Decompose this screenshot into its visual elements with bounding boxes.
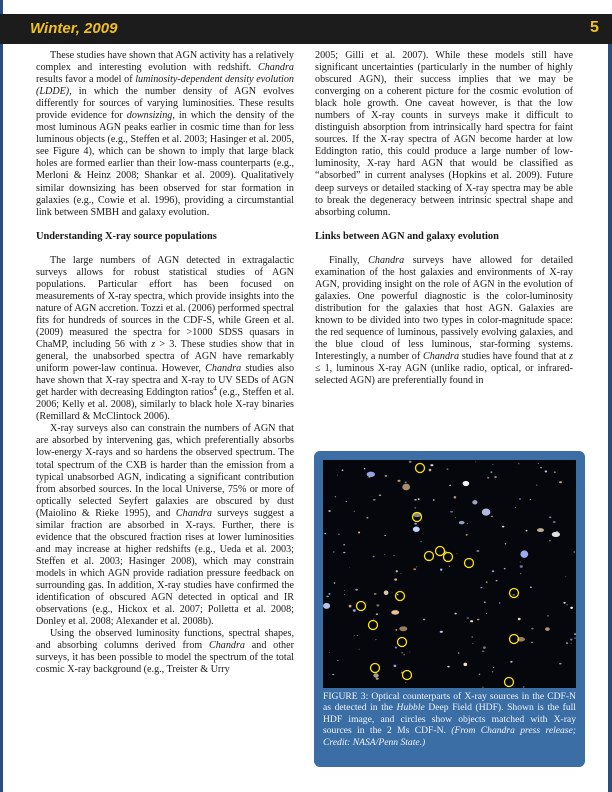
galaxy	[493, 667, 494, 668]
galaxy	[492, 671, 493, 672]
right-page-rail	[608, 44, 612, 792]
galaxy	[545, 627, 550, 631]
galaxy	[359, 649, 360, 650]
galaxy	[574, 552, 575, 553]
galaxy	[513, 594, 515, 596]
galaxy	[335, 496, 336, 497]
galaxy	[413, 568, 416, 570]
galaxy	[504, 568, 506, 570]
galaxy	[401, 573, 402, 574]
galaxy	[491, 516, 493, 517]
right-column	[315, 50, 573, 387]
galaxy	[391, 610, 399, 615]
galaxy	[440, 569, 442, 571]
galaxy	[492, 464, 493, 465]
galaxy	[343, 544, 345, 545]
galaxy	[479, 674, 481, 675]
galaxy	[486, 613, 487, 614]
galaxy	[430, 464, 433, 466]
galaxy	[454, 613, 456, 615]
galaxy	[395, 646, 397, 648]
galaxy	[357, 635, 358, 636]
galaxy	[343, 552, 345, 553]
galaxy	[366, 517, 368, 519]
galaxy	[530, 586, 532, 588]
galaxy	[399, 626, 407, 631]
galaxy	[496, 580, 498, 582]
galaxy	[323, 603, 330, 609]
galaxy	[520, 550, 528, 557]
galaxy	[520, 573, 521, 574]
galaxy	[482, 686, 484, 687]
galaxy	[559, 481, 562, 483]
galaxy	[397, 480, 400, 482]
galaxy	[571, 643, 572, 644]
galaxy	[559, 663, 562, 665]
galaxy	[402, 484, 410, 491]
galaxy	[570, 607, 573, 609]
galaxy	[475, 462, 476, 463]
galaxy	[526, 530, 528, 532]
galaxy	[354, 635, 355, 636]
left-column	[36, 50, 294, 676]
galaxy	[409, 461, 412, 463]
galaxy	[476, 550, 479, 552]
galaxy	[373, 556, 375, 558]
galaxy	[376, 604, 379, 606]
galaxy	[353, 609, 356, 612]
galaxy	[549, 540, 551, 541]
galaxy	[529, 499, 531, 500]
galaxy	[463, 481, 470, 486]
galaxy	[492, 570, 494, 572]
paragraph-absorbed-agn: X-ray surveys also can constrain the numbers of AGN that are absorbed by intervening gas, which preferentially absorbs low-energy X-rays and so hardens the observed spectrum. The total spectrum of the CXB is harder than the emission from a typical unabsorbed AGN, indicating a significant contribution from absorbed sources. In the local Universe, 75% or more of optically selected Seyfert galaxies are obscured by dust (Maiolino & Rieke 1995), and Chandra surveys suggest a similar fraction are absorbed in X-rays. Further, there is evidence that the obscured fraction rises at lower luminosities and may increase at higher redshifts (e.g., Ueda et al. 2003; Steffen et al. 2003; Hasinger 2008), which may constrain models in which AGN provide radiation pressure feedback on surrounding gas. In addition, X-ray studies have confirmed the identification of obscured AGN detected in optical and IR observations (e.g., Hickox et al. 2007; Polletta et al. 2008; Donley et al. 2008; Alexander et al. 2008b).	[36, 423, 294, 628]
paragraph-cxb-model: Using the observed luminosity functions, spectral shapes, and absorbing columns derived from Chandra and other surveys, it has been possible to model the spectrum of the total cosmic X-ray background (e.g., Treister & Urry	[36, 628, 294, 676]
galaxy	[480, 587, 482, 588]
galaxy	[338, 533, 340, 535]
galaxy	[392, 592, 393, 593]
galaxy	[499, 602, 501, 603]
galaxy	[518, 463, 519, 464]
galaxy	[515, 507, 516, 508]
galaxy	[540, 467, 542, 469]
galaxy	[454, 496, 457, 499]
galaxy	[466, 534, 468, 536]
galaxy	[414, 523, 417, 525]
galaxy	[375, 639, 376, 640]
galaxy	[523, 686, 524, 687]
galaxy	[538, 463, 539, 464]
galaxy	[449, 566, 450, 567]
paragraph-cxb-continued: 2005; Gilli et al. 2007). While these models still have significant uncertainties (particularly in the number of highly obscured AGN), their success implies that we may be converging on a coherent picture for the cosmic evolution of black hole growth. One caveat however, is that the low numbers of X-ray counts in surveys make it difficult to distinguish absorption from intrinsically hard spectra for faint sources. If the X-ray spectra of AGN become harder at low Eddington ratio, this could produce a large number of low-luminosity, X-ray hard AGN that would be classified as “absorbed” in current analyses (Hopkins et al. 2009). Future deep surveys or detailed stacking of X-ray spectra may be able to break the degeneracy between intrinsic spectral shape and absorbing column.	[315, 50, 573, 218]
galaxy	[483, 646, 486, 649]
galaxy	[520, 565, 523, 568]
galaxy	[349, 567, 350, 568]
galaxy	[545, 470, 548, 472]
page-number: 5	[590, 19, 599, 36]
galaxy	[566, 642, 568, 644]
galaxy	[332, 674, 334, 675]
galaxy	[477, 619, 480, 621]
galaxy	[405, 481, 407, 483]
galaxy	[547, 615, 549, 617]
galaxy	[379, 494, 382, 496]
galaxy	[490, 472, 492, 473]
galaxy	[367, 472, 375, 477]
galaxy	[554, 471, 556, 473]
galaxy	[429, 469, 432, 472]
galaxy	[423, 619, 425, 621]
galaxy	[553, 521, 556, 523]
galaxy	[458, 652, 460, 653]
galaxy	[344, 594, 345, 595]
galaxy	[531, 642, 533, 643]
galaxy	[482, 650, 485, 652]
galaxy	[531, 628, 534, 630]
galaxy	[393, 555, 394, 556]
galaxy	[463, 663, 467, 667]
galaxy	[440, 631, 443, 633]
galaxy	[329, 652, 330, 653]
galaxy	[334, 582, 336, 583]
galaxy	[472, 643, 473, 644]
galaxy	[467, 523, 468, 524]
issue-date: Winter, 2009	[30, 20, 118, 37]
galaxy	[455, 517, 456, 518]
galaxy	[510, 661, 512, 663]
galaxy	[536, 485, 537, 486]
galaxy	[502, 526, 504, 528]
galaxy	[328, 593, 330, 595]
section-heading-agn-galaxy-links: Links between AGN and galaxy evolution	[315, 230, 499, 242]
galaxy	[486, 582, 488, 583]
galaxy	[401, 652, 403, 653]
galaxy	[552, 532, 560, 537]
galaxy	[565, 576, 566, 577]
galaxy	[358, 532, 360, 534]
galaxy	[416, 566, 417, 567]
galaxy	[459, 521, 465, 525]
galaxy	[520, 562, 521, 563]
galaxy	[505, 543, 507, 544]
galaxy	[414, 499, 417, 501]
galaxy	[487, 477, 489, 479]
paragraph-xray-spectra: The large numbers of AGN detected in extragalactic surveys allows for robust statistical studies of AGN populations. Particular effort has been focused on measurements of X-ray spectra, which provide insights into the nature of AGN accretion. Tozzi et al. (2006) performed spectral fits for hundreds of sources in the CDF-S, while Green et al. (2009) measured the spectra for >1000 SDSS quasars in ChaMP, including 56 with z > 3. These studies show that in general, the unabsorbed spectra of AGN have remarkably uniform power-law continua. However, Chandra studies also have shown that X-ray spectra and X-ray to UV SEDs of AGN get harder with decreasing Eddington ratios$^4$ (e.g., Steffen et al. 2006; Kelly et al. 2008), similarly to black hole X-ray binaries (Remillard & McClintock 2006).	[36, 254, 295, 423]
galaxy	[466, 617, 469, 619]
figure-3-caption: FIGURE 3: Optical counterparts of X-ray sources in the CDF-N as detected in the Hubble Deep Field (HDF). Shown is the full HDF image, and circles show objects matched with X-ray sources in the 2 Ms CDF-N. (From Chandra press release; Credit: NASA/Penn State.)	[323, 691, 576, 748]
galaxy	[385, 475, 387, 477]
galaxy	[518, 618, 521, 620]
galaxy	[384, 535, 386, 536]
galaxy	[549, 516, 551, 518]
galaxy	[376, 613, 378, 615]
galaxy	[494, 476, 497, 478]
galaxy	[374, 593, 377, 595]
galaxy	[354, 511, 355, 512]
galaxy	[396, 570, 398, 572]
galaxy	[328, 510, 331, 512]
galaxy	[457, 553, 458, 554]
galaxy	[414, 507, 416, 508]
galaxy	[326, 596, 329, 598]
galaxy	[368, 476, 370, 478]
galaxy	[324, 533, 326, 535]
galaxy	[447, 468, 449, 470]
hubble-deep-field-image	[323, 460, 576, 688]
galaxy	[537, 528, 544, 532]
galaxy	[418, 498, 420, 500]
galaxy	[355, 589, 358, 591]
galaxy	[570, 639, 572, 641]
galaxy	[364, 468, 366, 469]
galaxy	[394, 578, 397, 580]
paragraph-host-galaxies: Finally, Chandra surveys have allowed for detailed examination of the host galaxies and environments of X-ray AGN, providing insight on the role of AGN in the evolution of galaxies. One powerful diagnostic is the color-luminosity distribution for the galaxies that host AGN. Galaxies are known to be divided into two types in color-magnitude space: the red sequence of luminous, passively evolving galaxies, and the blue cloud of less luminous, star-forming systems. Interestingly, a number of Chandra studies have found that at z ≤ 1, luminous X-ray AGN (unlike radio, optical, or infrared-selected AGN) are preferentially found in	[315, 254, 573, 387]
galaxy	[433, 499, 435, 500]
galaxy	[333, 551, 334, 552]
galaxy	[484, 602, 486, 603]
galaxy	[413, 527, 420, 532]
galaxy	[342, 469, 344, 471]
section-heading-xray-populations: Understanding X-ray source populations	[36, 230, 217, 242]
galaxy	[470, 620, 473, 622]
galaxy	[393, 665, 396, 667]
galaxy	[395, 629, 397, 630]
galaxy	[384, 590, 389, 595]
galaxy	[447, 666, 449, 668]
galaxy	[337, 660, 338, 661]
galaxy	[482, 508, 491, 515]
page-header	[0, 14, 612, 44]
galaxy	[337, 475, 338, 476]
galaxy	[420, 541, 422, 542]
galaxy	[405, 682, 406, 683]
galaxy	[344, 590, 345, 591]
galaxy	[563, 602, 565, 604]
galaxy	[373, 618, 374, 619]
galaxy	[384, 554, 385, 555]
galaxy	[345, 501, 346, 502]
galaxy	[373, 499, 376, 501]
galaxy	[376, 678, 379, 680]
galaxy	[574, 637, 575, 638]
galaxy	[472, 500, 477, 504]
galaxy	[449, 485, 451, 486]
galaxy	[373, 673, 378, 677]
galaxy	[409, 652, 410, 653]
galaxy	[450, 511, 453, 513]
galaxy	[519, 498, 521, 500]
paragraph-agn-evolution: These studies have shown that AGN activity has a relatively complex and interesting evolution with redshift. Chandra results favor a model of luminosity-dependent density evolution (LDDE), in which the number density of AGN evolves differently for sources of varying luminosities. These results provide evidence for downsizing, in which the density of the most luminous AGN peaks earlier in cosmic time than for less luminous objects (e.g., Steffen et al. 2003; Hasinger et al. 2005, see Figure 4), which can be shown to imply that large black holes are formed earlier than their low-mass counterparts (e.g., Merloni & Heinz 2008; Shankar et al. 2009). Qualitatively similar downsizing has been observed for star formation in galaxies (e.g., Cowie et al. 1996), providing a circumstantial link between SMBH and galaxy evolution.	[36, 50, 294, 218]
figure-3-frame	[314, 451, 585, 767]
galaxy	[349, 605, 352, 608]
left-page-rail	[0, 0, 3, 792]
galaxy	[397, 594, 398, 595]
galaxy	[471, 636, 473, 637]
galaxy	[566, 604, 568, 605]
galaxy	[403, 654, 404, 655]
